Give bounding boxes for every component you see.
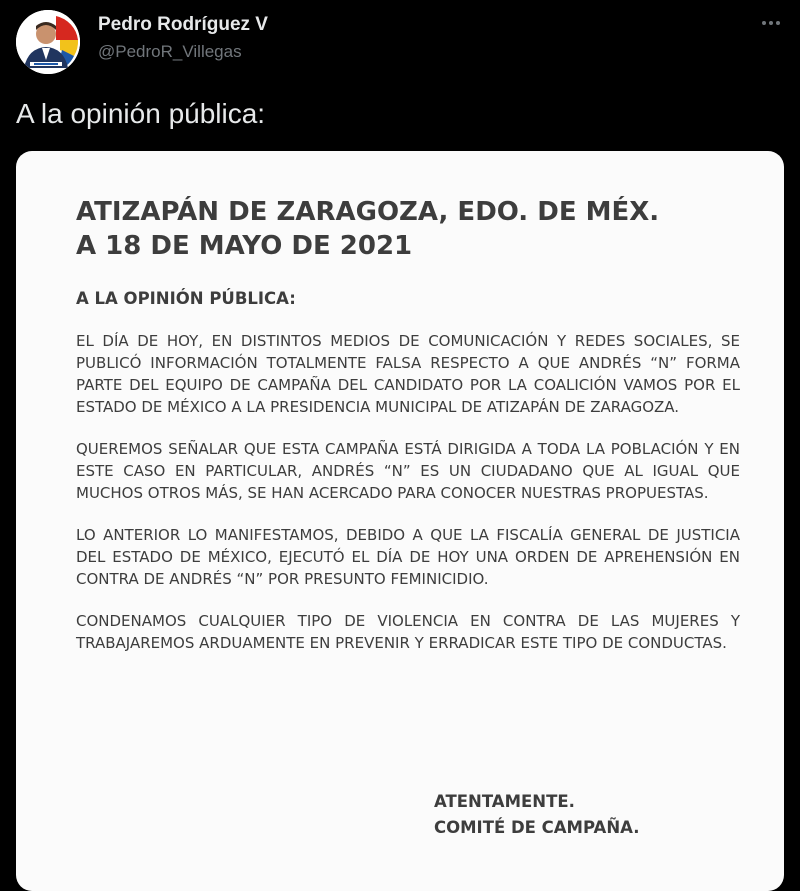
more-dots-icon[interactable] — [758, 10, 784, 36]
document-closing — [434, 789, 639, 841]
person-avatar-icon — [16, 10, 80, 74]
statement-document — [76, 195, 740, 674]
document-paragraph-3: LO ANTERIOR LO MANIFESTAMOS, DEBIDO A QUE LA FISCALÍA GENERAL DE JUSTICIA DEL ESTADO DE MÉXICO, EJECUTÓ EL DÍA DE HOY UNA ORDEN DE APREHENSIÓN EN CONTRA DE ANDRÉS “N” POR PRESUNTO FEMINICIDIO. — [76, 526, 740, 588]
tweet-text: A la opinión pública: — [16, 98, 266, 129]
media-image-card[interactable] — [16, 151, 784, 891]
document-salutation: A LA OPINIÓN PÚBLICA: — [76, 289, 296, 308]
author-name[interactable]: Pedro Rodríguez V — [98, 14, 268, 35]
document-paragraph-1: EL DÍA DE HOY, EN DISTINTOS MEDIOS DE COMUNICACIÓN Y REDES SOCIALES, SE PUBLICÓ INFORMACIÓN TOTALMENTE FALSA RESPECTO A QUE ANDRÉS “N” FORMA PARTE DEL EQUIPO DE CAMPAÑA DEL CANDIDATO POR LA COALICIÓN VAMOS POR EL ESTADO DE MÉXICO A LA PRESIDENCIA MUNICIPAL DE ATIZAPÁN DE ZARAGOZA. — [76, 332, 740, 416]
document-heading-line2: A 18 DE MAYO DE 2021 — [76, 231, 413, 261]
document-paragraph-4: CONDENAMOS CUALQUIER TIPO DE VIOLENCIA EN CONTRA DE LAS MUJERES Y TRABAJAREMOS ARDUAMENTE EN PREVENIR Y ERRADICAR ESTE TIPO DE CONDUCTAS. — [76, 612, 740, 652]
document-heading-line1: ATIZAPÁN DE ZARAGOZA, EDO. DE MÉX. — [76, 197, 660, 227]
author-handle[interactable]: @PedroR_Villegas — [98, 42, 242, 61]
closing-line1: ATENTAMENTE. — [434, 792, 575, 811]
closing-line2: COMITÉ DE CAMPAÑA. — [434, 818, 640, 837]
avatar[interactable] — [16, 10, 80, 74]
document-paragraph-2: QUEREMOS SEÑALAR QUE ESTA CAMPAÑA ESTÁ DIRIGIDA A TODA LA POBLACIÓN Y EN ESTE CASO EN PARTICULAR, ANDRÉS “N” ES UN CIUDADANO QUE AL IGUAL QUE MUCHOS OTROS MÁS, SE HAN ACERCADO PARA CONOCER NUESTRAS PROPUESTAS. — [76, 440, 740, 502]
